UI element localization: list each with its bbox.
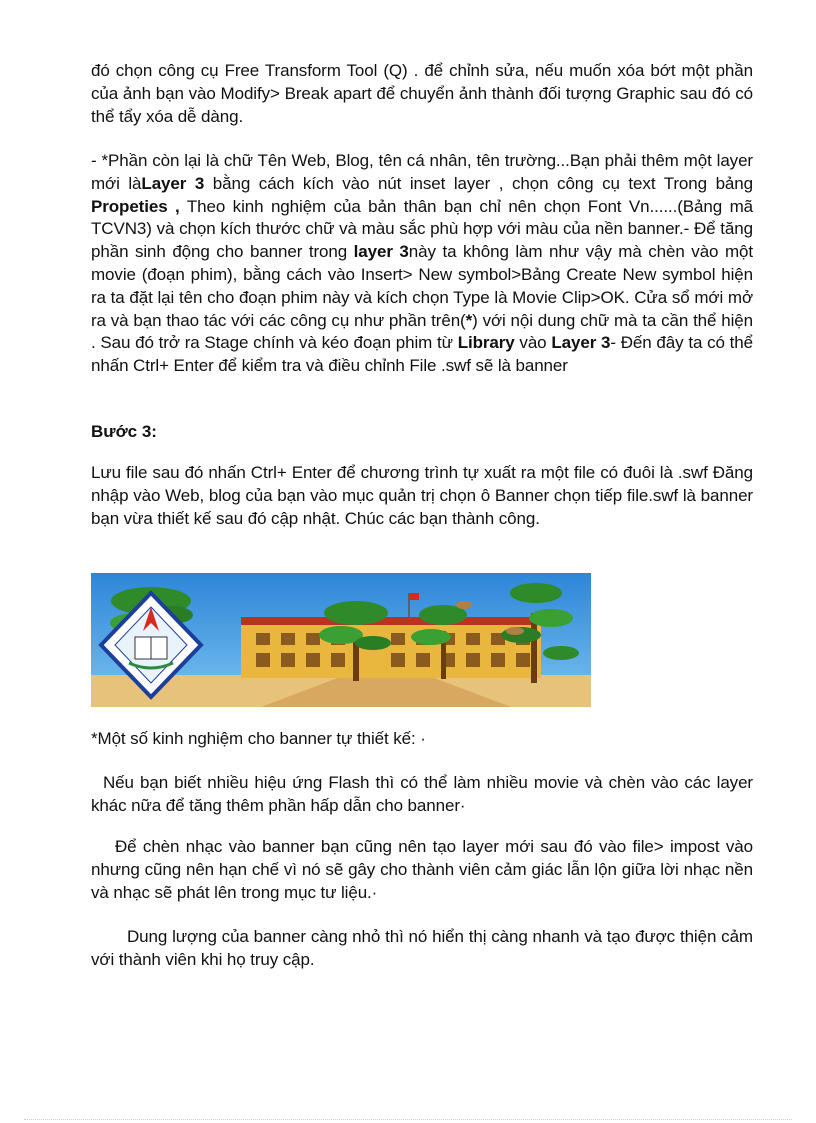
text-span: bằng cách kích vào nút inset layer , chọn công cụ text Trong bảng	[204, 173, 753, 193]
bold-text: Layer 3	[141, 173, 205, 193]
text-span: ) với nội dung chữ mà ta cần thể hiện . Sau đó trở ra Stage chính và kéo đoạn phim từ	[91, 310, 753, 353]
tip-text: Nếu bạn biết nhiều hiệu ứng Flash thì có thể làm nhiều movie và chèn vào các layer khác nữa để tăng thêm phần hấp dẫn cho banner·	[91, 773, 753, 815]
bold-text: Propeties ,	[91, 196, 180, 216]
tip-item	[91, 926, 753, 972]
paragraph-step3: Lưu file sau đó nhấn Ctrl+ Enter để chương trình tự xuất ra một file có đuôi là .swf Đăng nhập vào Web, blog của bạn vào mục quản trị chọn ô Banner chọn tiếp file.swf là banner bạn vừa thiết kế sau đó cập nhật. Chúc các bạn thành công.	[91, 463, 753, 528]
bold-text: layer 3	[353, 242, 409, 262]
tip-text: Để chèn nhạc vào banner bạn cũng nên tạo layer mới sau đó vào file> impost vào nhưng cũng nên hạn chế vì nó sẽ gây cho thành viên cảm giác lẫn lộn giữa lời nhạc nền và nhạc sẽ phát lên trong mục tư liệu.·	[91, 837, 753, 902]
paragraph-layer3	[91, 150, 753, 378]
text-span: Theo kinh nghiệm của bản thân bạn chỉ nên chọn Font Vn......(Bảng mã TCVN3) và chọn kích thước chữ và màu sắc phù hợp với màu của nền banner.- Để tăng phần sinh động cho banner trong	[91, 196, 753, 262]
paragraph-intro: đó chọn công cụ Free Transform Tool (Q) . để chỉnh sửa, nếu muốn xóa bớt một phần của ảnh bạn vào Modify> Break apart để chuyển ảnh thành đối tượng Graphic sau đó có thể tẩy xóa dễ dàng.	[91, 61, 753, 126]
text-span: - *Phần còn lại là chữ Tên Web, Blog, tên cá nhân, tên trường...Bạn phải thêm một layer mới là	[91, 151, 753, 193]
page-footer-rule	[24, 1119, 792, 1120]
banner-image	[91, 573, 591, 707]
tips-title: *Một số kinh nghiệm cho banner tự thiết kế: ·	[91, 729, 426, 748]
section-heading: Bước 3:	[91, 422, 157, 441]
bold-text: Layer 3	[551, 333, 611, 353]
bold-text: *	[465, 310, 473, 330]
bold-text: Library	[457, 333, 515, 353]
tip-item	[91, 836, 753, 904]
text-span: này ta không làm như vậy mà chèn vào một movie (đoạn phim), bằng cách vào Insert> New symbol>Bảng Create New symbol hiện ra ta đặt lại tên cho đoạn phim này và kích chọn Type là Movie Clip>OK. Cửa sổ mới mở ra và bạn thao tác với các công cụ như phần trên(	[91, 242, 753, 330]
text-span: - Đến đây ta có thể nhấn Ctrl+ Enter để kiểm tra và điều chỉnh File .swf sẽ là banner	[91, 333, 753, 376]
text-span: vào	[514, 333, 552, 353]
tip-item	[91, 772, 753, 818]
tip-text: Dung lượng của banner càng nhỏ thì nó hiển thị càng nhanh và tạo được thiện cảm với thành viên khi họ truy cập.	[91, 927, 753, 969]
